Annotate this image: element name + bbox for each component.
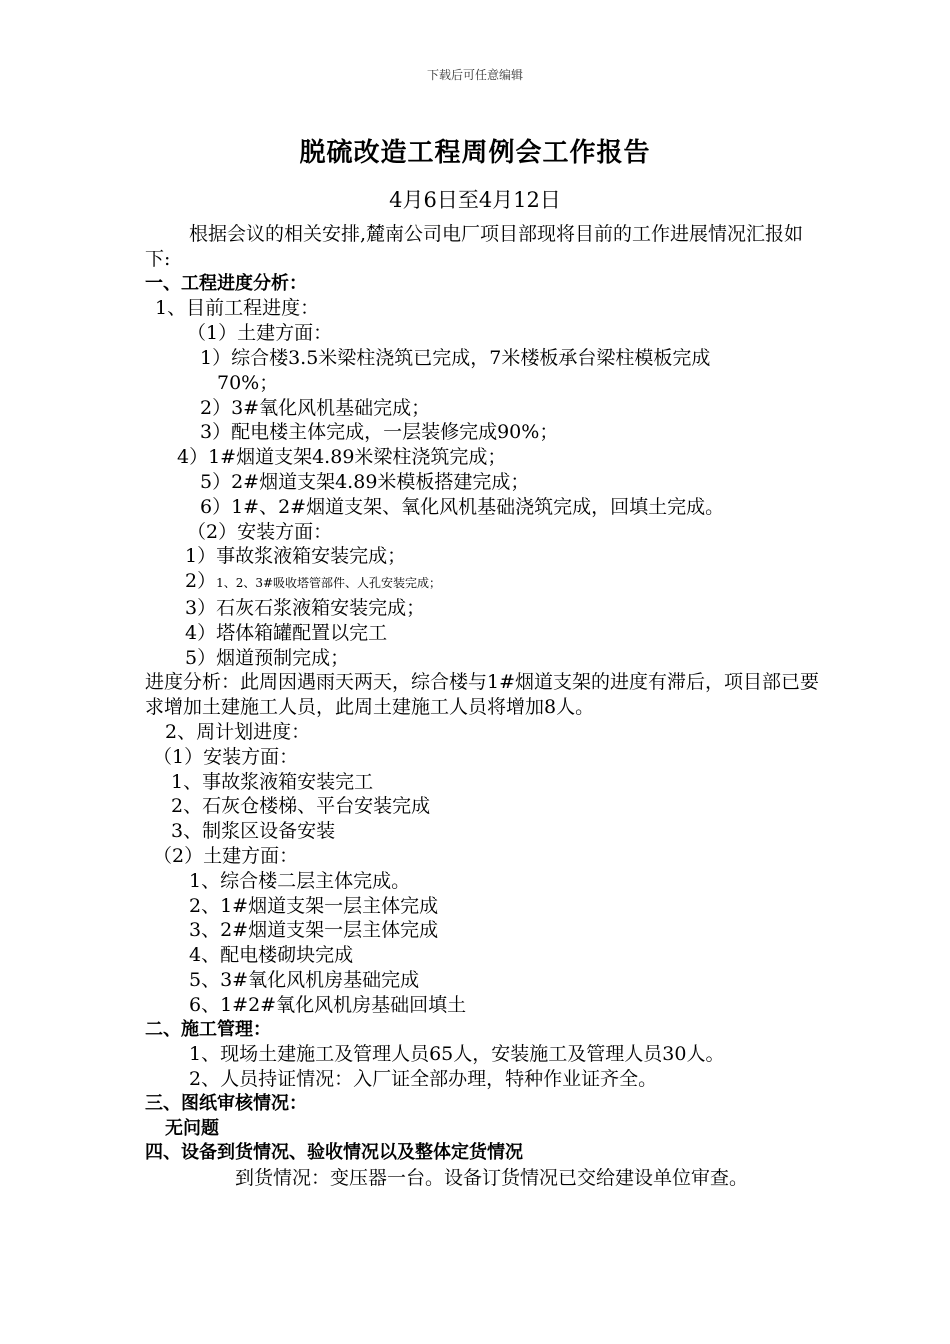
plan-install-heading: （1）安装方面： (153, 745, 299, 768)
plan-subheading: 2、周计划进度： (165, 720, 311, 743)
list-item: 4、配电楼砌块完成 (189, 944, 354, 967)
section-1-heading: 一、工程进度分析： (145, 272, 307, 294)
list-item: 5、3#氧化风机房基础完成 (189, 968, 420, 991)
list-item: 2）3#氧化风机基础完成； (200, 396, 431, 419)
install-heading: （2）安装方面： (187, 520, 333, 543)
list-item: 4）1#烟道支架4.89米梁柱浇筑完成； (177, 446, 507, 469)
list-item: 3）石灰石浆液箱安装完成； (185, 596, 426, 619)
section-3-heading: 三、图纸审核情况： (145, 1092, 307, 1114)
section-4-heading: 四、设备到货情况、验收情况以及整体定货情况 (145, 1142, 523, 1164)
list-item: 1、综合楼二层主体完成。 (189, 869, 411, 892)
list-item: 2、人员持证情况：入厂证全部办理，特种作业证齐全。 (189, 1068, 658, 1091)
list-item-prefix: 2） (185, 570, 217, 593)
list-item: 4）塔体箱罐配置以完工 (185, 621, 388, 644)
civil-heading: （1）土建方面： (187, 322, 333, 345)
list-item: 2、1#烟道支架一层主体完成 (189, 894, 439, 917)
section-3-body: 无问题 (165, 1117, 219, 1139)
list-item: 1、现场土建施工及管理人员65人，安装施工及管理人员30人。 (189, 1043, 725, 1066)
list-item: 3）配电楼主体完成，一层装修完成90%； (200, 421, 559, 444)
report-title: 脱硫改造工程周例会工作报告 (299, 138, 651, 168)
list-item: 1、事故浆液箱安装完工 (171, 770, 374, 793)
list-item: 3、2#烟道支架一层主体完成 (189, 919, 439, 942)
list-item: 5）2#烟道支架4.89米模板搭建完成； (200, 470, 530, 493)
header-note: 下载后可任意编辑 (426, 68, 523, 82)
report-body (145, 222, 825, 1191)
list-item: 1）事故浆液箱安装完成； (185, 545, 407, 568)
section-2-heading: 二、施工管理： (145, 1018, 271, 1040)
list-item (145, 569, 825, 596)
list-item: 2、石灰仓楼梯、平台安装完成 (171, 795, 431, 818)
list-item: 6、1#2#氧化风机房基础回填土 (189, 993, 467, 1016)
list-item: 5）烟道预制完成； (185, 646, 350, 669)
list-item: 70%； (217, 371, 279, 394)
list-item: 1）综合楼3.5米梁柱浇筑已完成，7米楼板承台梁柱模板完成 (200, 346, 711, 369)
plan-civil-heading: （2）土建方面： (153, 844, 299, 867)
list-item: 3、制浆区设备安装 (171, 820, 336, 843)
list-item-small-text: 1、2、3#吸收塔管部件、人孔安装完成； (216, 576, 442, 591)
progress-subheading: 1、目前工程进度： (155, 297, 320, 320)
progress-analysis: 进度分析：此周因遇雨天两天，综合楼与1#烟道支架的进度有滞后，项目部已要求增加土建施工人员，此周土建施工人员将增加8人。 (145, 671, 820, 719)
section-4-body: 到货情况：变压器一台。设备订货情况已交给建设单位审查。 (235, 1167, 749, 1190)
date-range: 4月6日至4月12日 (389, 188, 561, 212)
intro-paragraph: 根据会议的相关安排,麓南公司电厂项目部现将目前的工作进展情况汇报如下: (145, 223, 804, 270)
list-item: 6）1#、2#烟道支架、氧化风机基础浇筑完成，回填土完成。 (200, 495, 725, 518)
